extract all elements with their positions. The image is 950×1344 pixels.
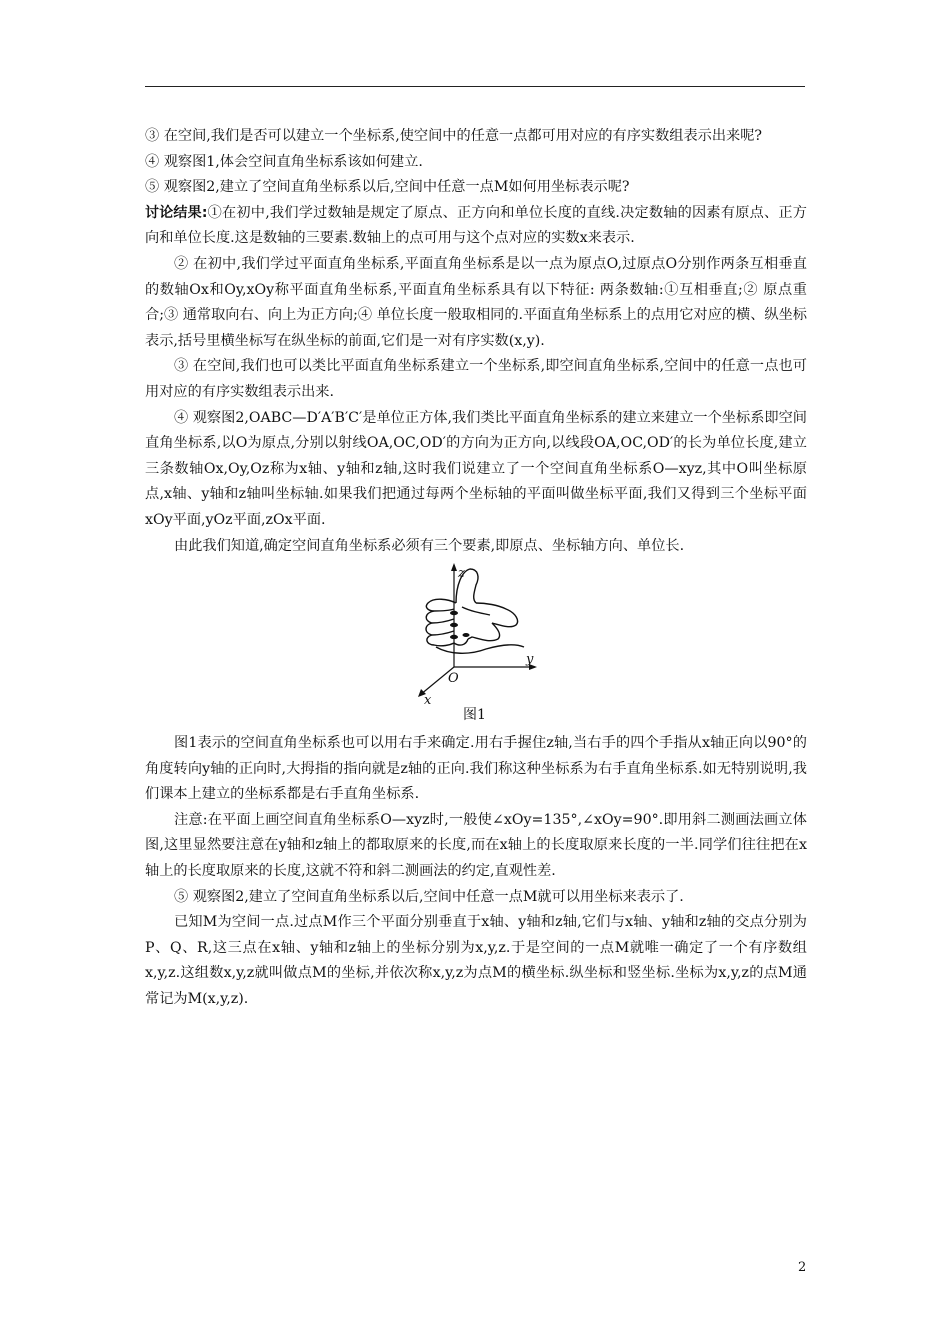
discussion-answer-2: ② 在初中,我们学过平面直角坐标系,平面直角坐标系是以一点为原点O,过原点O分别作两条互相垂直的数轴Ox和Oy,xOy称平面直角坐标系,平面直角坐标系具有以下特征: 两条数轴:①互相垂直;② 原点重合;③ 通常取向右、向上为正方向;④ 单位长度一般取相同的.平面直角坐标系上的点用它对应的横、纵坐标表示,括号里横坐标写在纵坐标的前面,它们是一对有序实数(x,y). — [145, 255, 807, 349]
figure-caption: 图1 — [463, 707, 486, 724]
point-m-paragraph: 已知M为空间一点.过点M作三个平面分别垂直于x轴、y轴和z轴,它们与x轴、y轴和z轴的交点分别为P、Q、R,这三点在x轴、y轴和z轴上的坐标分别为x,y,z.于是空间的一点M就唯一确定了一个有序数组x,y,z.这组数x,y,z就叫做点M的坐标,并依次称x,y,z为点M的横坐标.纵坐标和竖坐标.坐标为x,y,z的点M通常记为M(x,y,z). — [145, 914, 807, 1008]
discussion-answer-1-text: ①在初中,我们学过数轴是规定了原点、正方向和单位长度的直线.决定数轴的因素有原点、正方向和单位长度.这是数轴的三要素.数轴上的点可用与这个点对应的实数x来表示. — [145, 204, 807, 247]
figure-1 — [145, 563, 807, 731]
header-rule — [145, 86, 805, 87]
axis-y-label: y — [526, 652, 534, 668]
question-4: ④ 观察图1,体会空间直角坐标系该如何建立. — [145, 153, 423, 170]
origin-label: O — [448, 671, 459, 687]
thumb-rings-icon — [450, 611, 470, 639]
page-number: 2 — [798, 1260, 807, 1275]
point-coordinate-paragraph: ⑤ 观察图2,建立了空间直角坐标系以后,空间中任意一点M就可以用坐标来表示了. — [174, 888, 684, 905]
discussion-summary: 由此我们知道,确定空间直角坐标系必须有三个要素,即原点、坐标轴方向、单位长. — [174, 537, 685, 554]
right-hand-paragraph: 图1表示的空间直角坐标系也可以用右手来确定.用右手握住z轴,当右手的四个手指从x轴正向以90°的角度转向y轴的正向时,大拇指的指向就是z轴的正向.我们称这种坐标系为右手直角坐标系.如无特别说明,我们课本上建立的坐标系都是右手直角坐标系. — [145, 735, 807, 803]
discussion-answer-3: ③ 在空间,我们也可以类比平面直角坐标系建立一个坐标系,即空间直角坐标系,空间中的任意一点也可用对应的有序实数组表示出来. — [145, 358, 807, 400]
page-content — [145, 124, 807, 1013]
right-hand-coordinate-diagram — [410, 563, 542, 705]
right-hand-icon — [426, 569, 524, 653]
axis-z-label: z — [458, 566, 465, 582]
question-3: ③ 在空间,我们是否可以建立一个坐标系,使空间中的任意一点都可用对应的有序实数组表示出来呢? — [145, 128, 763, 144]
note-paragraph: 注意:在平面上画空间直角坐标系O—xyz时,一般使∠xOy=135°,∠xOy=90°.即用斜二测画法画立体图,这里显然要注意在y轴和z轴上的都取原来的长度,而在x轴上的长度取原来长度的一半.同学们往往把在x轴上的长度取原来的长度,这就不符和斜二测画法的约定,直观性差. — [145, 811, 807, 880]
discussion-answer-1 — [145, 201, 807, 252]
axis-x-label: x — [424, 693, 432, 706]
discussion-label: 讨论结果: — [145, 204, 208, 221]
question-5: ⑤ 观察图2,建立了空间直角坐标系以后,空间中任意一点M如何用坐标表示呢? — [145, 179, 630, 196]
discussion-answer-4: ④ 观察图2,OABC—D′A′B′C′是单位正方体,我们类比平面直角坐标系的建立来建立一个坐标系即空间直角坐标系,以O为原点,分别以射线OA,OC,OD′的方向为正方向,以线段OA,OC,OD′的长为单位长度,建立三条数轴Ox,Oy,Oz称为x轴、y轴和z轴,这时我们说建立了一个空间直角坐标系O—xyz,其中O叫坐标原点,x轴、y轴和z轴叫坐标轴.如果我们把通过每两个坐标轴的平面叫做坐标平面,我们又得到三个坐标平面 xOy平面,yOz平面,zOx平面. — [145, 409, 807, 528]
z-axis-arrow-icon — [451, 563, 457, 571]
